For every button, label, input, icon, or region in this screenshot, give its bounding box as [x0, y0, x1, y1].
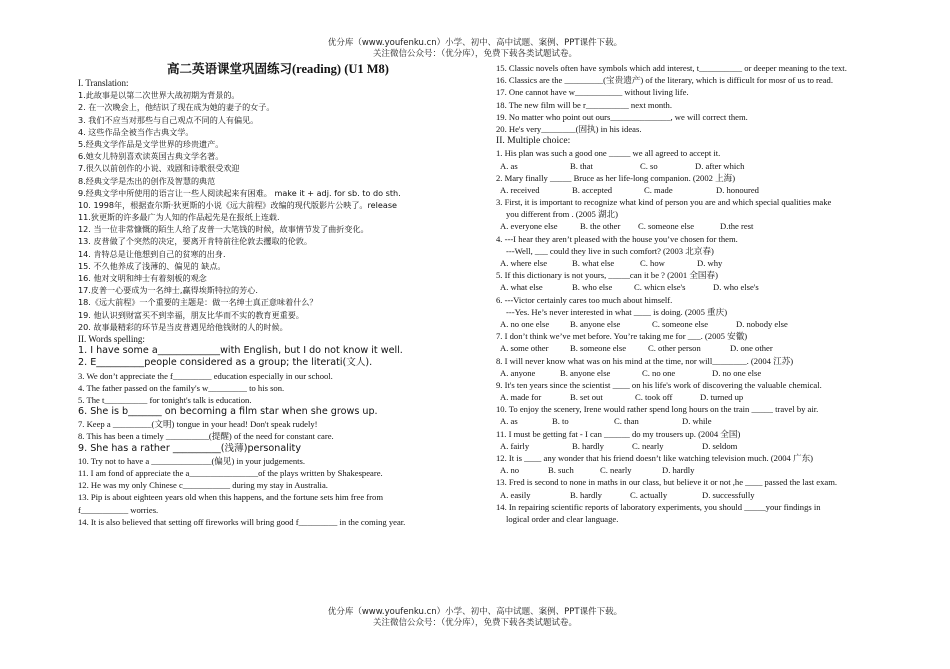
spelling-item: 9. She has a rather __________(浅薄)personality [78, 442, 301, 454]
left-column [78, 62, 478, 528]
spelling-item: 17. One cannot have w___________ without living life. [496, 87, 689, 98]
option-choice: C. than [614, 416, 639, 427]
spelling-item: 15. Classic novels often have symbols which add interest, t__________ or deeper meaning to the text. [496, 63, 847, 73]
question-text: 12. It is ____ any wonder that his friend doesn’t like watching television much. (2004 广东) [496, 453, 814, 463]
question-text: 11. I must be getting fat - I can ______ do my trousers up. (2004 全国) [496, 428, 741, 439]
option-choice: B. accepted [572, 184, 613, 195]
option-choice: B. that [570, 160, 593, 171]
options-row [496, 464, 896, 476]
page-footer [0, 607, 950, 629]
option-choice: A. no [500, 465, 520, 476]
option-choice: A. some other [500, 343, 549, 354]
spelling-item: 20. He's very________(固执) in his ideas. [496, 123, 642, 134]
translation-item: 2. 在一次晚会上，他结识了现在成为她的妻子的女子。 [78, 102, 275, 113]
question-text: you different from . (2005 湖北) [506, 209, 619, 220]
spelling-item: 2. E__________people considered as a group; the literati(文人). [78, 357, 373, 369]
spelling-item: 1. I have some a_____________with English, but I do not know it well. [78, 345, 403, 357]
question-text: 1. His plan was such a good one _____ we all agreed to accept it. [496, 148, 721, 159]
option-choice: A. as [500, 160, 518, 171]
translation-item: 20. 故事最精彩的环节是当皮普遇见给他钱财的人的时候。 [78, 321, 288, 332]
translation-item: 18.《远大前程》一个重要的主题是：做一名绅士真正意味着什么？ [78, 297, 318, 308]
spelling-item: 18. The new film will be r__________ next month. [496, 99, 672, 110]
spelling-item: f___________ worries. [78, 504, 159, 515]
options-row [496, 318, 896, 330]
page-title: 高二英语课堂巩固练习(reading) (U1 M8) [167, 62, 389, 76]
question-text: 2. Mary finally _____ Bruce as her life-long companion. (2002 上海) [496, 172, 736, 183]
spelling-item: 10. Try not to have a ______________(偏见) in your judgements. [78, 455, 306, 466]
question-text: 9. It's ten years since the scientist ____ on his life's work of discovering the valuable chemical. [496, 379, 822, 390]
spelling-item: 19. No matter who point out ours______________, we will correct them. [496, 111, 748, 122]
option-choice: C. took off [635, 392, 673, 403]
spelling-item: 11. I am fond of appreciate the a________________of the plays written by Shakespeare. [78, 468, 383, 478]
option-choice: C. no one [642, 367, 676, 378]
option-choice: B. hardly [570, 489, 602, 500]
option-choice: A. where else [500, 258, 548, 268]
translation-item: 5.经典文学作品是文学世界的珍贵遗产。 [78, 138, 224, 149]
option-choice: B. anyone else [560, 367, 611, 378]
option-choice: A. as [500, 416, 518, 427]
option-choice: A. received [500, 184, 540, 195]
option-choice: C. made [644, 184, 673, 195]
translation-item: 4. 这些作品全被当作古典文学。 [78, 126, 194, 137]
translation-item: 6.她女儿特别喜欢读英国古典文学名著。 [78, 151, 224, 162]
translation-item: 14. 肯特总是让他想到自己的贫寒的出身. [78, 248, 226, 259]
option-choice: C. so [640, 160, 658, 171]
multiple-choice-heading: II. Multiple choice: [496, 135, 571, 147]
spelling-item: 5. The t__________ for tonight's talk is education. [78, 394, 252, 405]
options-row [496, 342, 896, 354]
option-choice: C. whicn else's [634, 282, 686, 293]
translation-item: 10. 1998年，根据查尔斯·狄更斯的小说《远大前程》改编的现代版影片公映了。release [78, 199, 398, 210]
options-row [496, 415, 896, 427]
option-choice: B. what else [572, 258, 615, 268]
header-line-1: 优分库（www.youfenku.cn）小学、初中、高中试题、案例、PPT课件下载。 [327, 38, 623, 48]
option-choice: D. who else's [713, 282, 759, 293]
translation-item: 15. 不久他养成了浅薄的、偏见的 缺点。 [78, 260, 226, 271]
spelling-item: 7. Keep a _________(文明) tongue in your head! Don't speak rudely! [78, 419, 318, 430]
option-choice: D. successfully [702, 489, 755, 500]
spelling-item: 13. Pip is about eighteen years old when this happens, and the fortune sets him free from [78, 492, 384, 503]
options-row [496, 160, 896, 172]
option-choice: C. other person [648, 343, 701, 354]
option-choice: A. easily [500, 489, 531, 500]
option-choice: D. why [697, 258, 723, 268]
option-choice: D. hardly [662, 465, 695, 476]
footer-line-1: 优分库（www.youfenku.cn）小学、初中、高中试题、案例、PPT课件下载。 [327, 607, 623, 617]
option-choice: B. who else [572, 282, 613, 293]
question-text: 3. First, it is important to recognize what kind of person you are and which special qualities make [496, 197, 832, 208]
spelling-item: 14. It is also believed that setting off fireworks will bring good f_________ in the coming year. [78, 516, 406, 527]
right-column [496, 62, 896, 525]
question-text: 7. I don’t think we’ve met before. You’re taking me for ___. (2005 安徽) [496, 331, 748, 342]
translation-item: 11.狄更斯的许多最广为人知的作品起先是在报纸上连载. [78, 212, 280, 223]
translation-item: 3. 我们不应当对那些与自己观点不同的人有偏见。 [78, 114, 259, 125]
spelling-item: 12. He was my only Chinese c___________ during my stay in Australia. [78, 480, 328, 491]
question-text: 5. If this dictionary is not yours, _____can it be ? (2001 全国春) [496, 270, 718, 281]
option-choice: B. set out [570, 392, 603, 403]
options-row [496, 220, 896, 232]
spelling-item: 8. This has been a timely __________(提醒) of the need for constant care. [78, 431, 334, 442]
question-text: 6. ---Victor certainly cares too much about himself. [496, 294, 673, 305]
option-choice: A. everyone else [500, 221, 558, 232]
option-choice: D. turned up [700, 392, 744, 403]
options-row [496, 440, 896, 452]
option-choice: B. to [552, 416, 569, 427]
option-choice: D. seldom [702, 440, 738, 451]
translation-item: 16. 他对文明和绅士有着刻板的观念 [78, 273, 207, 283]
options-row [496, 367, 896, 379]
option-choice: D. nobody else [736, 318, 788, 329]
header-line-2: 关注微信公众号：（优分库），免费下载各类试题试卷。 [372, 49, 577, 59]
options-row [496, 257, 896, 269]
option-choice: B. the other [580, 221, 621, 232]
option-choice: C. someone else [638, 221, 695, 232]
translation-item: 9.经典文学中所使用的语言让一些人阅读起来有困难。 make it + adj. for sb. to do sth. [78, 187, 401, 198]
option-choice: B. someone else [570, 343, 627, 354]
translation-item: 12. 当一位非常慷慨的陌生人给了皮普一大笔钱的时候，故事情节发了曲折变化。 [78, 224, 369, 235]
translation-item: 19. 他认识到财富买不到幸福，朋友比华而不实的教育更重要。 [78, 309, 304, 320]
question-text: 10. To enjoy the scenery, Irene would rather spend long hours on the train _____ travel by air. [496, 404, 819, 415]
spelling-item: 16. Classics are the _________(宝贵遗产) of the literary, which is difficult for mosr of us to read. [496, 75, 833, 86]
page-header [0, 38, 950, 60]
options-row [496, 391, 896, 403]
option-choice: B. such [548, 465, 574, 476]
translation-item: 13. 皮普做了个突然的决定，要离开肯特前往伦敦去攫取的伦敦。 [78, 236, 312, 247]
question-text: ---Well, ___ could they live in such comfort? (2003 北京春) [506, 245, 714, 256]
option-choice: D.the rest [720, 221, 754, 232]
option-choice: C. nearly [632, 440, 664, 451]
option-choice: C. someone else [652, 318, 709, 329]
question-text: logical order and clear language. [506, 513, 619, 524]
options-row [496, 281, 896, 293]
options-row [496, 184, 896, 196]
option-choice: C. actually [630, 489, 668, 500]
option-choice: B. hardly [572, 440, 604, 451]
translation-item: 1.此故事是以第二次世界大战初期为背景的。 [78, 90, 240, 101]
question-text: 4. ---I hear they aren’t pleased with the house you’ve chosen for them. [496, 233, 738, 244]
option-choice: A. no one else [500, 318, 550, 329]
translation-item: 8.经典文学是杰出的创作及智慧的典范 [78, 175, 216, 186]
option-choice: A. anyone [500, 367, 536, 378]
option-choice: D. after which [695, 160, 745, 171]
option-choice: C. how [640, 258, 665, 268]
question-text: 14. In repairing scientific reports of laboratory experiments, you should _____your findings in [496, 501, 821, 512]
option-choice: C. nearly [600, 465, 632, 476]
option-choice: D. no one else [712, 367, 762, 378]
options-row [496, 489, 896, 501]
option-choice: A. what else [500, 282, 543, 293]
option-choice: A. fairly [500, 440, 530, 451]
spelling-item: 4. The father passed on the family's w_________ to his son. [78, 382, 285, 393]
spelling-heading: II. Words spelling: [78, 333, 145, 344]
option-choice: B. anyone else [570, 318, 621, 329]
option-choice: D. one other [730, 343, 773, 354]
spelling-item: 6. She is b_______ on becoming a film star when she grows up. [78, 406, 378, 418]
spelling-item: 3. We don’t appreciate the f_________ education especially in our school. [78, 370, 333, 381]
option-choice: A. made for [500, 392, 542, 403]
translation-heading: I. Translation: [78, 78, 129, 88]
question-text: ---Yes. He’s never interested in what ____ is doing. (2005 重庆) [506, 306, 728, 317]
translation-item: 17.皮普一心要成为一名绅士,赢得埃斯特拉的芳心. [78, 285, 258, 296]
footer-line-2: 关注微信公众号：（优分库），免费下载各类试题试卷。 [372, 618, 577, 628]
question-text: 13. Fred is second to none in maths in our class, but believe it or not ,he ____ passed the last exam. [496, 477, 838, 488]
option-choice: D. honoured [716, 184, 759, 195]
translation-item: 7.很久以前创作的小说、戏剧和诗歌很受欢迎 [78, 163, 240, 174]
question-text: 8. I will never know what was on his mind at the time, nor will________. (2004 江苏) [496, 355, 794, 366]
option-choice: D. while [682, 416, 712, 427]
